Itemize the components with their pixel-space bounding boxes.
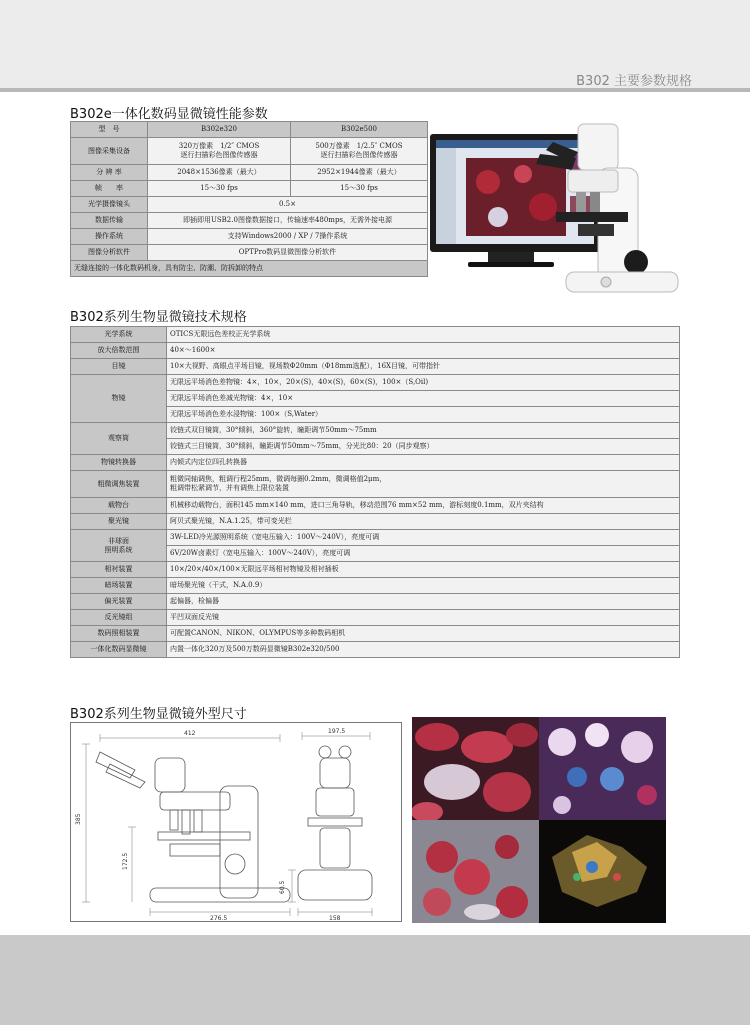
spec-value: 无限远平场消色差物镜：4×，10×，20×(S)，40×(S)，60×(S)，100×（S,Oil): [167, 375, 680, 391]
row-label: 操作系统: [71, 229, 148, 245]
spec-value: 铰链式三目镜筒，30°倾斜，瞳距调节50mm～75mm，分光比80：20（同步观察）: [167, 439, 680, 455]
spec-label: 载物台: [71, 498, 167, 514]
spec-label: 相衬装置: [71, 562, 167, 578]
table-row: [71, 181, 428, 197]
row-value-a: 15～30 fps: [148, 181, 291, 197]
table-row: [71, 455, 680, 471]
dim-side-stage-height: 172.5: [122, 852, 129, 870]
table-row: [71, 122, 428, 138]
spec-label: 反光镜组: [71, 610, 167, 626]
spec-value: 无限远平场消色差水浸物镜：100×（S,Water）: [167, 407, 680, 423]
product-photo-digital-microscope: [428, 112, 690, 302]
table-row: [71, 165, 428, 181]
spec-value: 10×/20×/40×/100×无限远平场相衬物镜及相衬插板: [167, 562, 680, 578]
spec-label: 光学系统: [71, 327, 167, 343]
row-label: 图像分析软件: [71, 245, 148, 261]
table-row: [71, 642, 680, 658]
table-row: [71, 498, 680, 514]
spec-table-technical: [70, 326, 680, 658]
dim-front-base-height: 60.5: [279, 880, 286, 894]
dim-side-width: 412: [184, 730, 196, 737]
spec-label: 目镜: [71, 359, 167, 375]
row-value-b: 2952×1944像素（最大）: [291, 165, 428, 181]
spec-value: 3W-LED冷光源照明系统（宽电压输入：100V～240V），亮度可调: [167, 530, 680, 546]
spec-value: 可配置CANON、NIKON、OLYMPUS等多种数码相机: [167, 626, 680, 642]
spec-value: 机械移动载物台，面积145 mm×140 mm，进口三角导轨，移动范围76 mm×52 mm，游标刻度0.1mm，双片夹结构: [167, 498, 680, 514]
table-row: [71, 213, 428, 229]
table-row: [71, 197, 428, 213]
table-row: [71, 530, 680, 546]
spec-value: 40×～1600×: [167, 343, 680, 359]
section3-title: B302系列生物显微镜外型尺寸: [70, 707, 247, 722]
spec-value: 6V/20W卤素灯（宽电压输入：100V～240V），亮度可调: [167, 546, 680, 562]
section1-title: B302e一体化数码显微镜性能参数: [70, 107, 268, 122]
dim-side-height: 385: [75, 813, 82, 825]
dim-front-width: 197.5: [328, 728, 346, 735]
table-row: [71, 578, 680, 594]
dimension-drawing: [70, 722, 402, 922]
spec-value: 粗微同轴调焦，粗调行程25mm，微调每圈0.2mm，微调格值2μm， 粗调带松紧调节，并有调焦上限位装置: [167, 471, 680, 498]
row-value: 支持Windows2000 / XP / 7操作系统: [148, 229, 428, 245]
table-row: [71, 594, 680, 610]
footer-note: 无缝连接的一体化数码机身，具有防尘、防潮、防拆卸的特点: [71, 261, 428, 277]
row-label: 图像采集设备: [71, 138, 148, 165]
row-value-b: 500万像素 1/2.5″ CMOS 逐行扫描彩色图像传感器: [291, 138, 428, 165]
spec-label: 一体化数码显微镜: [71, 642, 167, 658]
row-label: 帧 率: [71, 181, 148, 197]
table-row: [71, 245, 428, 261]
row-value-a: 2048×1536像素（最大）: [148, 165, 291, 181]
spec-label: 观察筒: [71, 423, 167, 455]
spec-value: 平凹双面反光镜: [167, 610, 680, 626]
section2-title: B302系列生物显微镜技术规格: [70, 310, 247, 325]
col-model: 型 号: [71, 122, 148, 138]
page-header-title: B302 主要参数规格: [576, 74, 692, 89]
micrograph-tissue-stained: [412, 820, 539, 923]
table-row: [71, 514, 680, 530]
row-value-a: 320万像素 1/2″ CMOS 逐行扫描彩色图像传感器: [148, 138, 291, 165]
spec-value: 10×大视野、高眼点平场目镜，视场数Φ20mm（Φ18mm选配），16X目镜，可带指针: [167, 359, 680, 375]
spec-value: OTICS无限远色差校正光学系统: [167, 327, 680, 343]
row-value: 0.5×: [148, 197, 428, 213]
table-row: [71, 261, 428, 277]
spec-label: 非球面 照明系统: [71, 530, 167, 562]
row-label: 分 辨 率: [71, 165, 148, 181]
table-row: [71, 138, 428, 165]
table-row: [71, 610, 680, 626]
spec-label: 粗微调焦装置: [71, 471, 167, 498]
spec-value: 内置一体化320万及500万数码显微镜B302e320/500: [167, 642, 680, 658]
table-row: [71, 626, 680, 642]
spec-label: 放大倍数范围: [71, 343, 167, 359]
dim-side-base-width: 276.5: [210, 915, 228, 922]
spec-label: 物镜转换器: [71, 455, 167, 471]
row-label: 数据传输: [71, 213, 148, 229]
row-value: OPTPro数码显微图像分析软件: [148, 245, 428, 261]
table-row: [71, 375, 680, 391]
spec-label: 偏光装置: [71, 594, 167, 610]
row-value-b: 15～30 fps: [291, 181, 428, 197]
spec-value: 铰链式双目镜筒，30°倾斜，360°旋转，瞳距调节50mm～75mm: [167, 423, 680, 439]
col-model-b: B302e500: [291, 122, 428, 138]
spec-label: 暗场装置: [71, 578, 167, 594]
dim-front-base-width: 158: [329, 915, 341, 922]
spec-label: 物镜: [71, 375, 167, 423]
table-row: [71, 423, 680, 439]
table-row: [71, 229, 428, 245]
micrograph-collage: [412, 717, 666, 923]
spec-value: 内倾式内定位四孔转换器: [167, 455, 680, 471]
row-label: 光学摄像镜头: [71, 197, 148, 213]
table-row: [71, 327, 680, 343]
table-row: [71, 562, 680, 578]
row-value: 即插即用USB2.0图像数据接口，传输速率480mps，无需外接电源: [148, 213, 428, 229]
table-row: [71, 359, 680, 375]
spec-value: 无限远平场消色差减光物镜：4×，10×: [167, 391, 680, 407]
micrograph-tissue-red: [412, 717, 539, 822]
col-model-a: B302e320: [148, 122, 291, 138]
spec-label: 聚光镜: [71, 514, 167, 530]
spec-label: 数码照相装置: [71, 626, 167, 642]
micrograph-polarized-crystal: [539, 820, 666, 923]
bottom-band: [0, 935, 750, 1025]
spec-value: 阿贝式聚光镜，N.A.1.25，带可变光栏: [167, 514, 680, 530]
table-row: [71, 471, 680, 498]
table-row: [71, 343, 680, 359]
spec-value: 暗场聚光镜（干式，N.A.0.9）: [167, 578, 680, 594]
micrograph-plant-stem: [539, 717, 666, 820]
spec-value: 起偏器，检偏器: [167, 594, 680, 610]
spec-table-digital: [70, 121, 428, 277]
